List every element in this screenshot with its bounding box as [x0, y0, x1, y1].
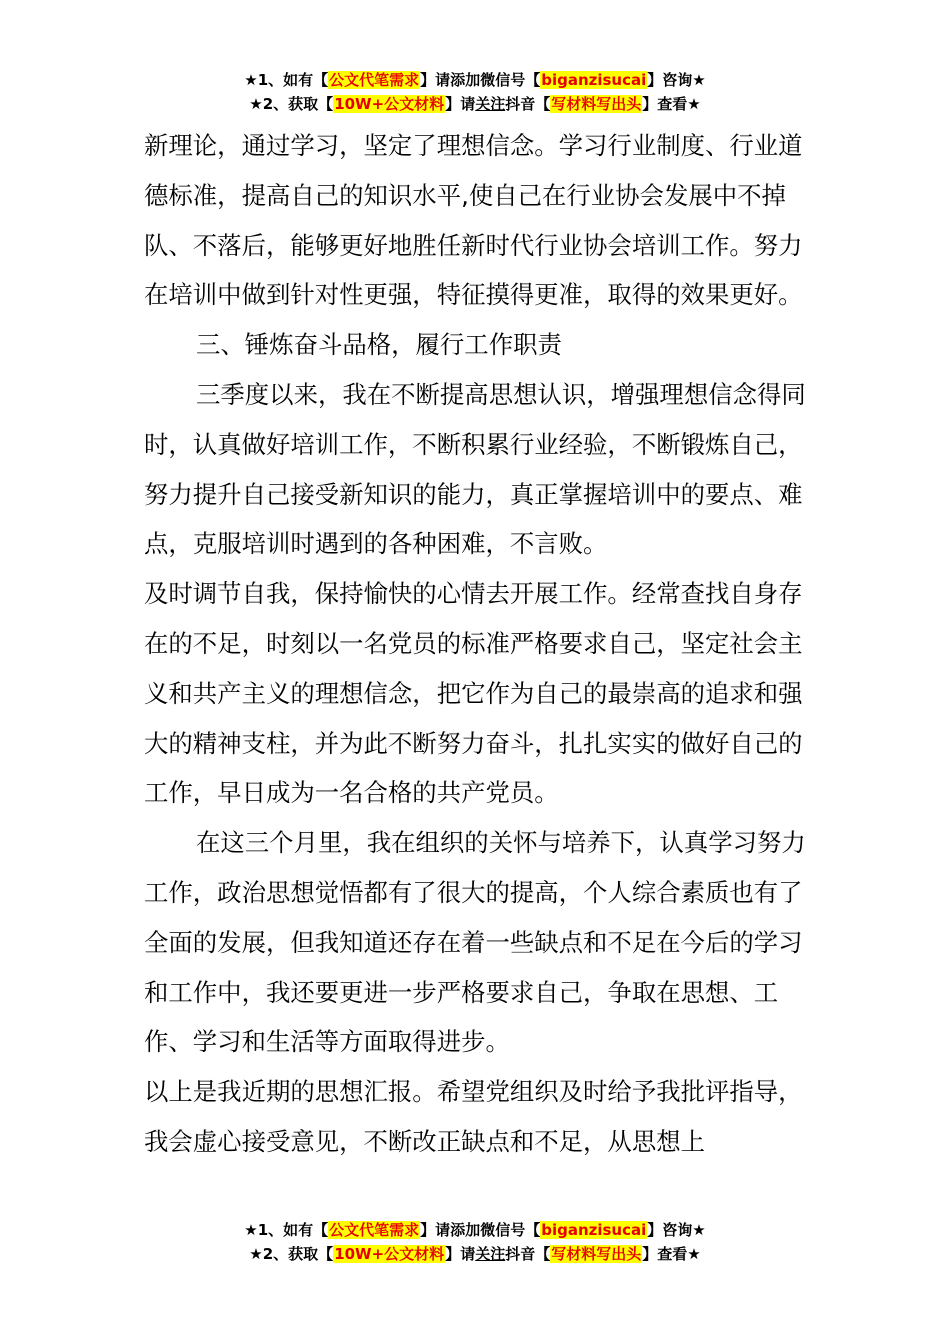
banner-text-underlined: 关注: [475, 95, 506, 113]
highlight-douyin: 写材料写出头: [551, 1245, 642, 1263]
banner-text: 】请添: [420, 71, 466, 89]
document-body: [144, 121, 810, 1167]
banner-text: 】请: [445, 95, 476, 113]
banner-text: 】咨询★: [647, 71, 706, 89]
banner-text: ★1、如有【: [244, 71, 329, 89]
highlight-wechat-id: biganzisucai: [541, 1221, 647, 1239]
paragraph: 三季度以来，我在不断提高思想认识，增强理想信念得同时，认真做好培训工作，不断积累行业经验，不断锻炼自己，努力提升自己接受新知识的能力，真正掌握培训中的要点、难点，克服培训时遇到的各种困难，不言败。: [144, 379, 806, 559]
paragraph: 及时调节自我，保持愉快的心情去开展工作。经常查找自身存在的不足，时刻以一名党员的标准严格要求自己，坚定社会主义和共产主义的理想信念，把它作为自己的最崇高的追求和强大的精神支柱，并为此不断努力奋斗，扎扎实实的做好自己的工作，早日成为一名合格的共产党员。: [144, 579, 803, 808]
banner-text: ★2、获取【: [249, 95, 334, 113]
paragraph: 在这三个月里，我在组织的关怀与培养下，认真学习努力工作，政治思想觉悟都有了很大的提高，个人综合素质也有了全面的发展，但我知道还存在着一些缺点和不足在今后的学习和工作中，我还要更进一步严格要求自己，争取在思想、工作、学习和生活等方面取得进步。: [144, 828, 806, 1057]
banner-line-1: [0, 68, 950, 92]
paragraph: 以上是我近期的思想汇报。希望党组织及时给予我批评指导，我会虚心接受意见，不断改正缺点和不足，从思想上: [144, 1077, 803, 1156]
header-banner: [0, 68, 950, 116]
section-heading: 三、锤炼奋斗品格，履行工作职责: [196, 330, 562, 360]
banner-text: 抖音【: [505, 1245, 551, 1263]
highlight-service: 公文代笔需求: [329, 71, 420, 89]
banner-text: 微信号【: [480, 71, 541, 89]
banner-text: ★2、获取【: [249, 1245, 334, 1263]
paragraph-continuation: 新理论，通过学习，坚定了理想信念。学习行业制度、行业道德标准，提高自己的知识水平,使自己在行业协会发展中不掉队、不落后，能够更好地胜任新时代行业协会培训工作。努力在培训中做到针对性更强，特征摸得更准，取得的效果更好。: [144, 131, 803, 310]
banner-text: 】咨询★: [647, 1221, 706, 1239]
banner-text: 】请添: [420, 1221, 466, 1239]
highlight-materials: 10W+公文材料: [334, 95, 445, 113]
banner-text: 】请: [445, 1245, 476, 1263]
highlight-materials: 10W+公文材料: [334, 1245, 445, 1263]
banner-text: 微信号【: [480, 1221, 541, 1239]
banner-text: 】查看★: [642, 95, 701, 113]
highlight-wechat-id: biganzisucai: [541, 71, 647, 89]
banner-line-2: [0, 1242, 950, 1266]
banner-line-1: [0, 1218, 950, 1242]
banner-text-bold: 加: [465, 1221, 481, 1239]
banner-text: 】查看★: [642, 1245, 701, 1263]
banner-text: ★1、如有【: [244, 1221, 329, 1239]
highlight-service: 公文代笔需求: [329, 1221, 420, 1239]
banner-text-underlined: 关注: [475, 1245, 506, 1263]
banner-text: 抖音【: [505, 95, 551, 113]
highlight-douyin: 写材料写出头: [551, 95, 642, 113]
banner-text-bold: 加: [465, 71, 481, 89]
footer-banner: [0, 1218, 950, 1266]
banner-line-2: [0, 92, 950, 116]
